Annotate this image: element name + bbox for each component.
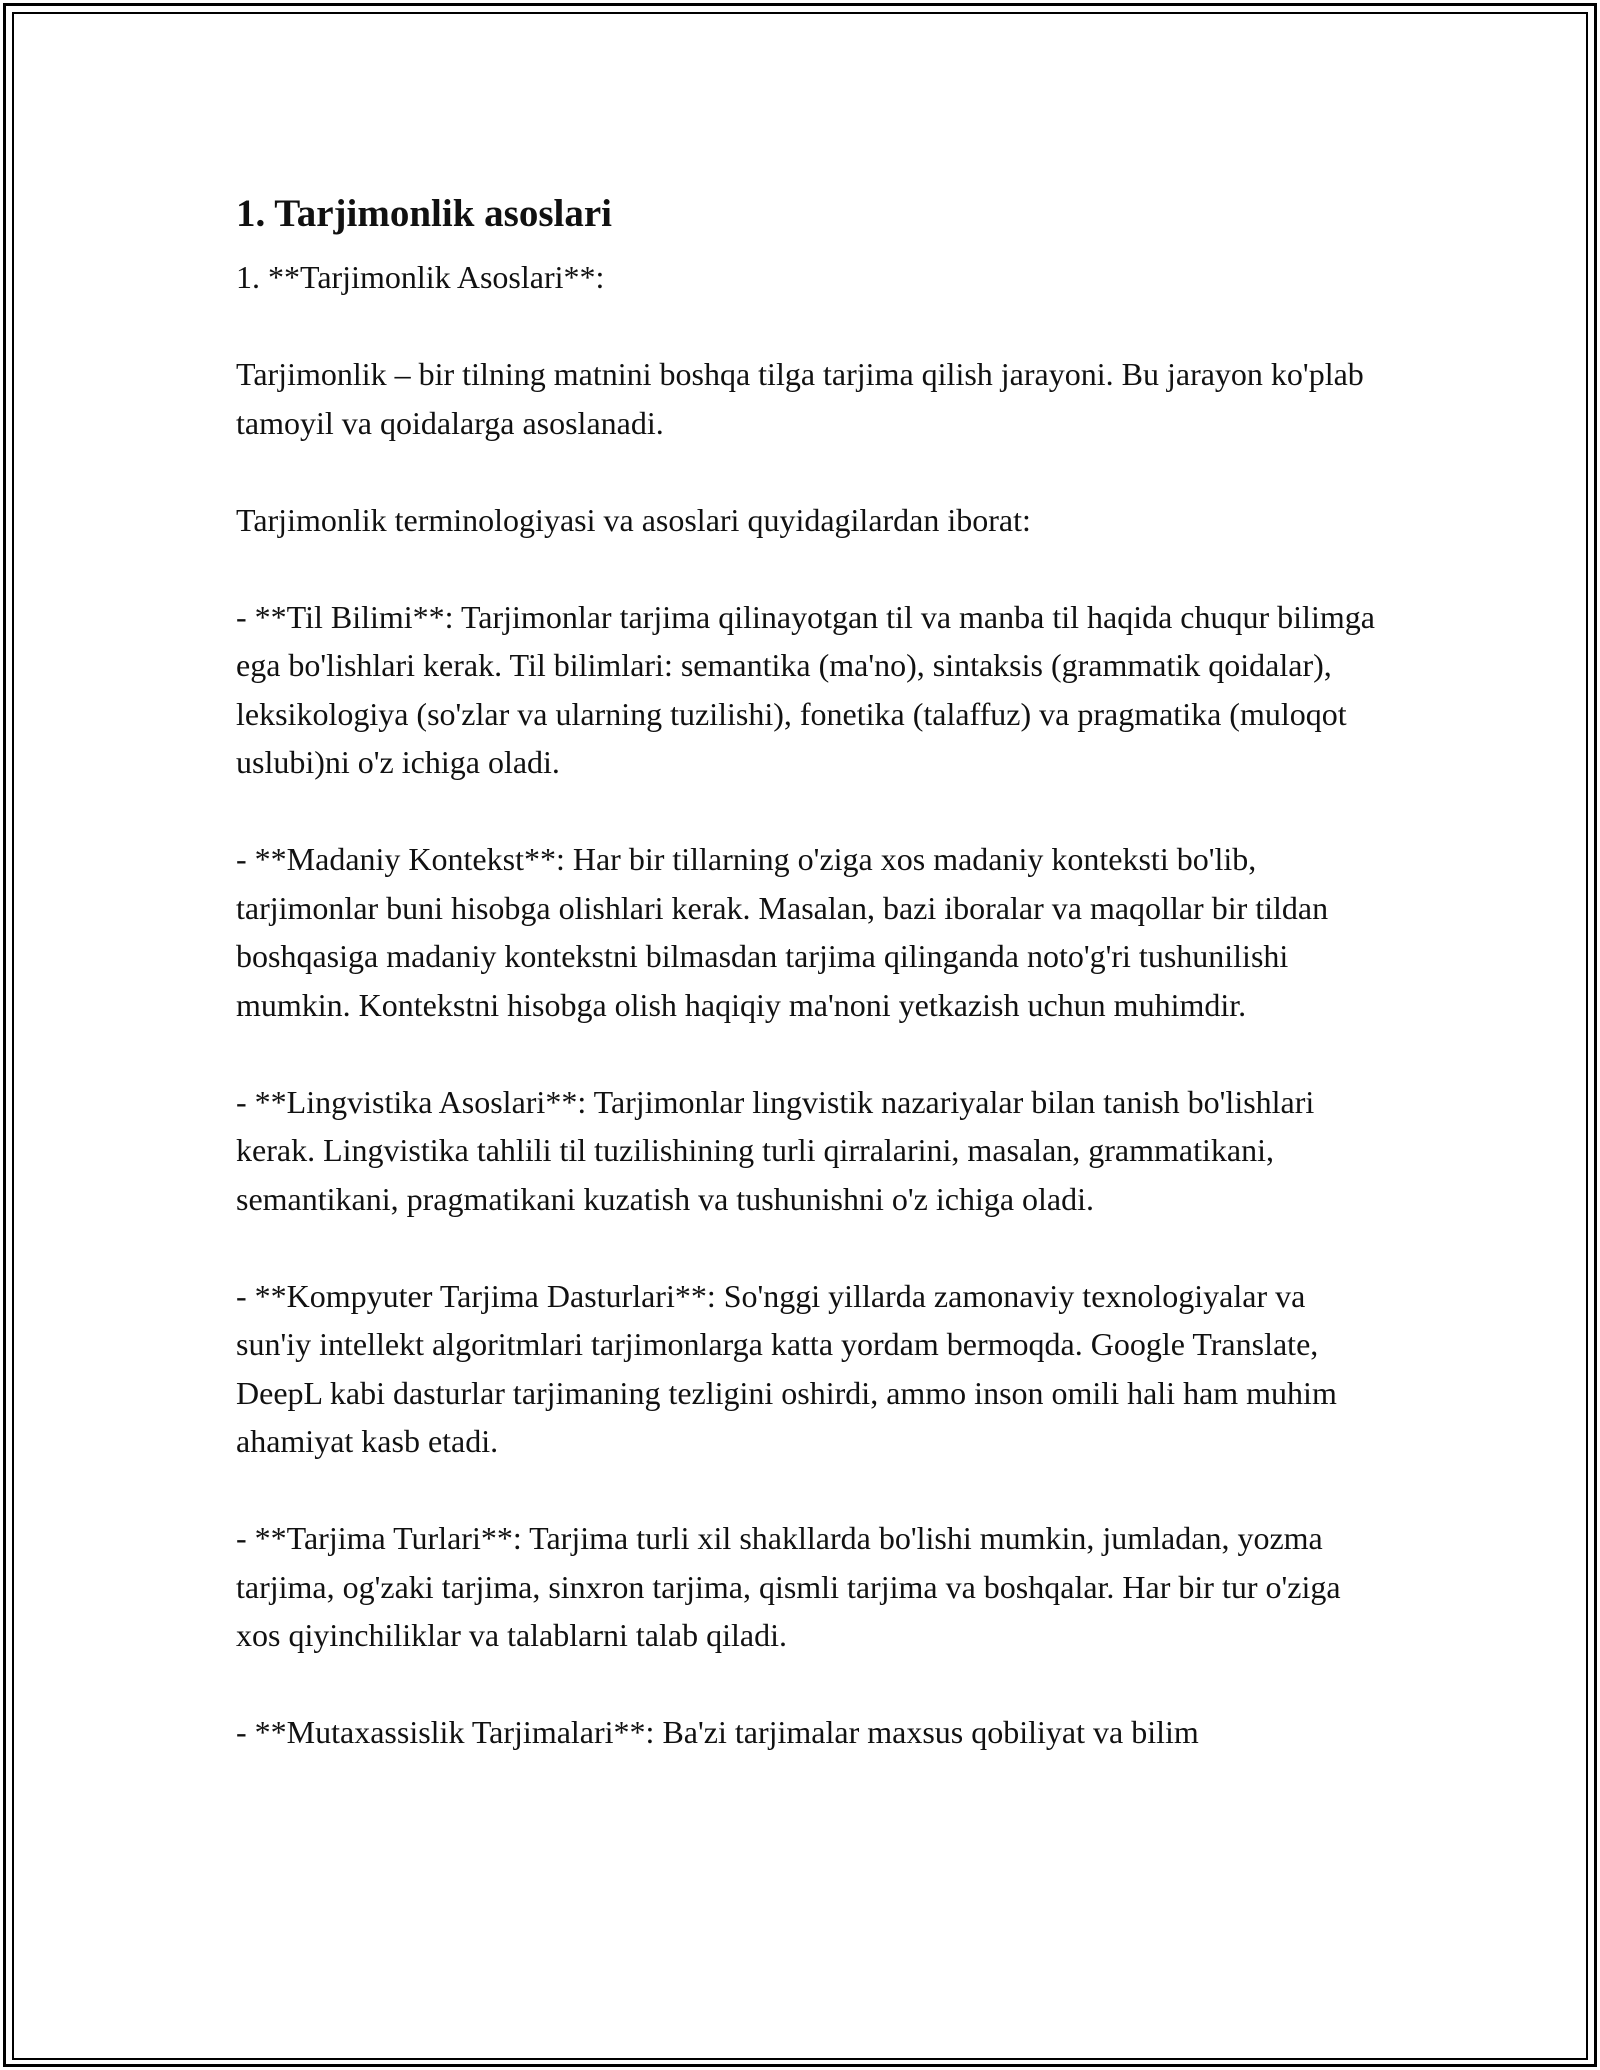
paragraph-mutaxassislik: - **Mutaxassislik Tarjimalari**: Ba'zi tarjimalar maxsus qobiliyat va bilim [236, 1714, 1199, 1750]
paragraph-lingvistika-asoslari: - **Lingvistika Asoslari**: Tarjimonlar lingvistik nazariyalar bilan tanish bo'lishlari kerak. Lingvistika tahlili til tuzilishining turli qirralarini, masalan, grammatikani, semantikani, pragmatikani kuzatish va tushunishni o'z ichiga oladi. [236, 1083, 1315, 1217]
paragraph-madaniy-kontekst: - **Madaniy Kontekst**: Har bir tillarning o'ziga xos madaniy konteksti bo'lib, tarjimonlar buni hisobga olishlari kerak. Masalan, bazi iboralar va maqollar bir tildan boshqasiga madaniy kontekstni bilmasdan tarjima qilinganda noto'g'ri tushunilishi mumkin. Kontekstni hisobga olish haqiqiy ma'noni yetkazish uchun muhimdir. [236, 841, 1329, 1023]
paragraph-til-bilimi: - **Til Bilimi**: Tarjimonlar tarjima qilinayotgan til va manba til haqida chuqur bilimga ega bo'lishlari kerak. Til bilimlari: semantika (ma'no), sintaksis (grammatik qoidalar), leksikologiya (so'zlar va ularning tuzilishi), fonetika (talaffuz) va pragmatika (muloqot uslubi)ni o'z ichiga oladi. [236, 598, 1375, 780]
document-title: 1. Tarjimonlik asoslari [236, 192, 612, 235]
paragraph-tarjima-turlari: - **Tarjima Turlari**: Tarjima turli xil shakllarda bo'lishi mumkin, jumladan, yozma tarjima, og'zaki tarjima, sinxron tarjima, qismli tarjima va boshqalar. Har bir tur o'ziga xos qiyinchiliklar va talablarni talab qiladi. [236, 1520, 1341, 1653]
paragraph-kompyuter-tarjima: - **Kompyuter Tarjima Dasturlari**: So'nggi yillarda zamonaviy texnologiyalar va sun'iy intellekt algoritmlari tarjimonlarga katta yordam bermoqda. Google Translate, DeepL kabi dasturlar tarjimaning tezligini oshirdi, ammo inson omili hali ham muhim ahamiyat kasb etadi. [236, 1277, 1337, 1459]
document-body [236, 178, 1386, 1757]
section-subheading: 1. **Tarjimonlik Asoslari**: [236, 259, 605, 295]
paragraph-terminology: Tarjimonlik terminologiyasi va asoslari quyidagilardan iborat: [236, 501, 1031, 538]
paragraph-intro: Tarjimonlik – bir tilning matnini boshqa tilga tarjima qilish jarayoni. Bu jarayon ko'plab tamoyil va qoidalarga asoslanadi. [236, 356, 1364, 441]
